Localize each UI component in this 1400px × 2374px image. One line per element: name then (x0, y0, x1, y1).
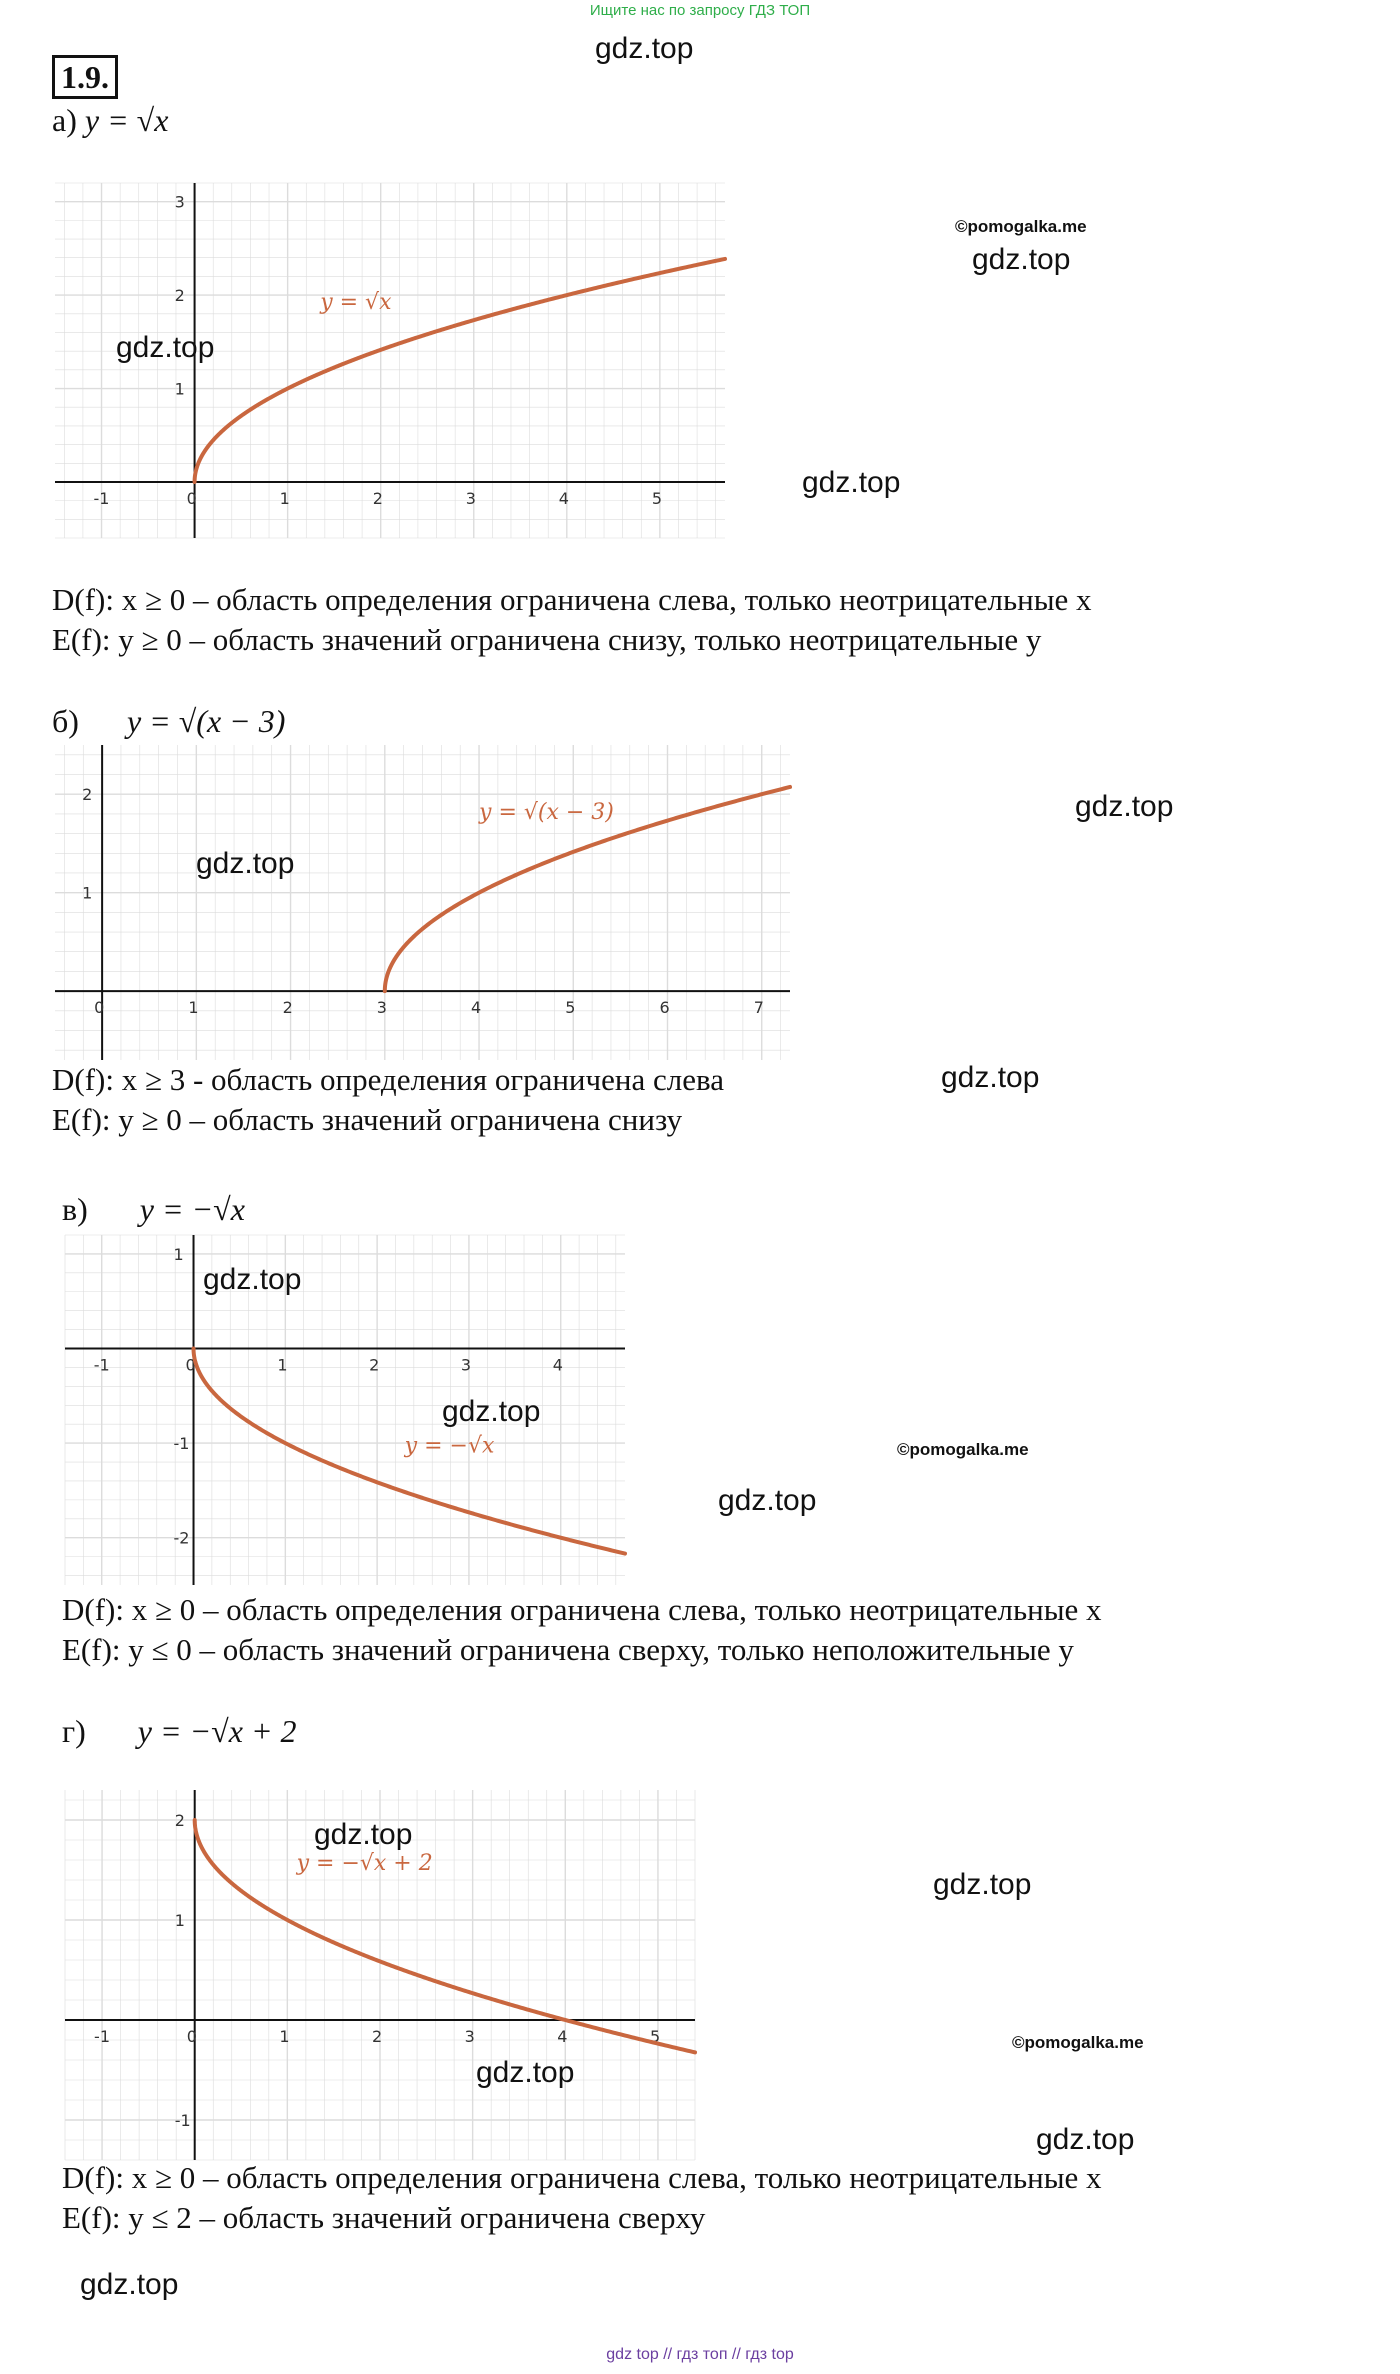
footer-links[interactable]: gdz top // гдз топ // гдз top (606, 2346, 794, 2363)
x-tick-label: 3 (460, 1355, 472, 1375)
graph-part-b (55, 745, 790, 1060)
part-c-range: E(f): y ≤ 0 – область значений ограничена сверху, только неположительные y (62, 1632, 1074, 1667)
grid (55, 745, 790, 1060)
x-tick-label: 4 (471, 998, 482, 1018)
x-tick-label: 2 (372, 2027, 383, 2046)
watermark: gdz.top (196, 847, 295, 880)
part-b-domain: D(f): x ≥ 3 - область определения ограничена слева (52, 1062, 724, 1097)
x-tick-label: 1 (277, 1355, 288, 1375)
watermark: gdz.top (802, 466, 901, 499)
part-d-label: г) (62, 1713, 86, 1749)
curve-label: y = √x (320, 290, 392, 316)
part-d-formula: y = −√x + 2 (137, 1713, 297, 1749)
part-c-heading (62, 1191, 245, 1228)
watermark: gdz.top (933, 1868, 1032, 1901)
part-a-formula: y = √x (84, 102, 169, 138)
x-tick-label: 3 (464, 2027, 475, 2046)
x-tick-label: 1 (279, 2027, 290, 2046)
curve-label: y = −√x (404, 1433, 495, 1459)
part-a-heading (52, 102, 168, 139)
part-d-domain: D(f): x ≥ 0 – область определения ограничена слева, только неотрицательные x (62, 2160, 1102, 2195)
x-tick-label: 4 (557, 2027, 568, 2046)
x-tick-label: -1 (94, 2027, 111, 2046)
x-tick-label: 0 (186, 2027, 197, 2046)
x-tick-label: 3 (465, 488, 476, 508)
y-tick-label: 2 (174, 286, 185, 306)
part-c-label: в) (62, 1191, 88, 1227)
x-tick-label: -1 (93, 488, 110, 508)
y-tick-label: -2 (173, 1528, 190, 1548)
x-tick-label: 0 (185, 1355, 196, 1375)
watermark: gdz.top (718, 1484, 817, 1517)
problem-number: 1.9. (52, 55, 118, 99)
y-tick-label: 1 (173, 1244, 184, 1264)
part-b-heading (52, 703, 285, 740)
y-tick-label: 2 (82, 785, 93, 805)
watermark: gdz.top (442, 1395, 541, 1428)
curve-label: y = √(x − 3) (479, 799, 614, 825)
x-tick-label: 7 (753, 998, 764, 1018)
watermark: gdz.top (941, 1061, 1040, 1094)
part-a-domain: D(f): x ≥ 0 – область определения ограничена слева, только неотрицательные x (52, 582, 1092, 617)
function-curve (195, 259, 725, 482)
x-tick-label: 0 (186, 488, 197, 508)
copyright-watermark: ©pomogalka.me (955, 217, 1087, 236)
part-a-label: а) (52, 102, 77, 138)
y-tick-label: 1 (174, 1911, 185, 1930)
copyright-watermark: ©pomogalka.me (1012, 2033, 1144, 2052)
x-tick-label: 2 (282, 998, 293, 1018)
x-tick-label: 4 (552, 1355, 563, 1375)
part-b-formula: y = √(x − 3) (126, 703, 286, 739)
watermark: gdz.top (116, 331, 215, 364)
watermark: gdz.top (972, 243, 1071, 276)
graph-part-c (65, 1235, 625, 1585)
part-c-domain: D(f): x ≥ 0 – область определения ограничена слева, только неотрицательные x (62, 1592, 1102, 1627)
x-tick-label: 3 (376, 998, 387, 1018)
x-tick-label: 5 (651, 488, 663, 508)
part-c-formula: y = −√x (139, 1191, 245, 1227)
curve-label: y = −√x + 2 (296, 1851, 433, 1876)
part-d-range: E(f): y ≤ 2 – область значений ограничена сверху (62, 2200, 706, 2235)
y-tick-label: -1 (173, 1434, 190, 1454)
watermark: gdz.top (80, 2268, 179, 2301)
y-tick-label: 2 (174, 1811, 185, 1830)
x-tick-label: 0 (94, 998, 105, 1018)
function-curve (195, 1820, 695, 2052)
y-tick-label: 1 (82, 883, 93, 903)
watermark: gdz.top (203, 1263, 302, 1296)
x-tick-label: 5 (649, 2027, 661, 2046)
y-tick-label: 3 (174, 192, 185, 212)
watermark: gdz.top (1036, 2123, 1135, 2156)
x-tick-label: 1 (188, 998, 199, 1018)
part-b-range: E(f): y ≥ 0 – область значений ограничена снизу (52, 1102, 683, 1137)
search-banner[interactable]: Ищите нас по запросу ГДЗ ТОП (589, 2, 811, 19)
x-tick-label: 2 (372, 488, 383, 508)
part-d-heading (62, 1713, 297, 1750)
x-tick-label: 4 (558, 488, 569, 508)
watermark: gdz.top (476, 2056, 575, 2089)
part-a-range: E(f): y ≥ 0 – область значений ограничена снизу, только неотрицательные y (52, 622, 1042, 657)
part-b-label: б) (52, 703, 79, 739)
copyright-watermark: ©pomogalka.me (897, 1440, 1029, 1459)
watermark: gdz.top (314, 1818, 413, 1851)
x-tick-label: 2 (369, 1355, 380, 1375)
y-tick-label: 1 (174, 379, 185, 399)
y-tick-label: -1 (174, 2111, 191, 2130)
x-tick-label: 6 (659, 998, 670, 1018)
x-tick-label: -1 (93, 1355, 110, 1375)
x-tick-label: 5 (565, 998, 576, 1018)
x-tick-label: 1 (279, 488, 290, 508)
watermark: gdz.top (595, 32, 694, 65)
watermark: gdz.top (1075, 790, 1174, 823)
